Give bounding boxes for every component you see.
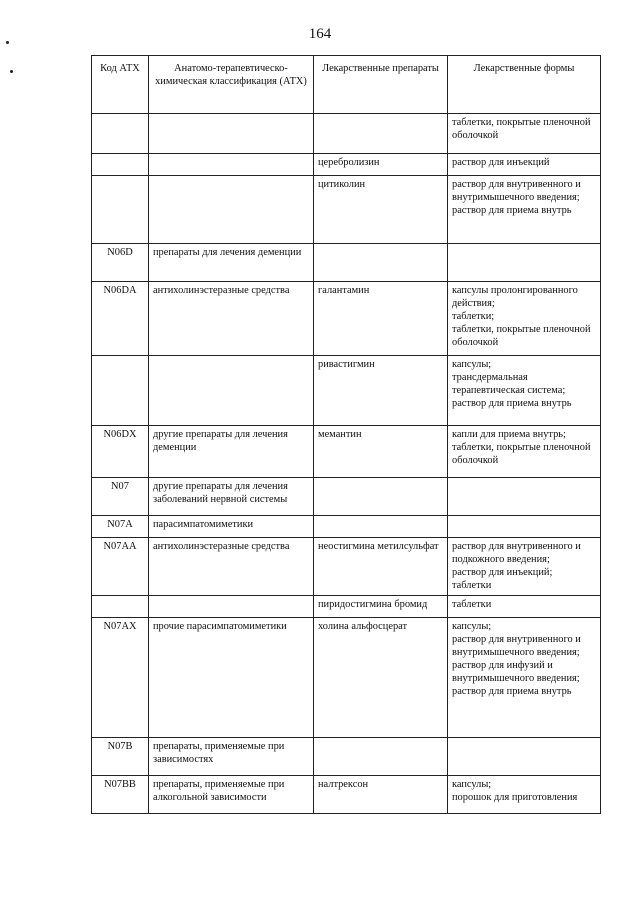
dosage-forms-cell bbox=[448, 538, 601, 596]
dosage-form-item: таблетки; bbox=[452, 311, 495, 322]
drug-name-cell: мемантин bbox=[314, 426, 448, 478]
atc-code-cell: N06D bbox=[92, 244, 149, 282]
dosage-form-item: капли для приема внутрь; bbox=[452, 429, 566, 440]
drug-name-cell: церебролизин bbox=[314, 154, 448, 176]
dosage-forms-cell bbox=[448, 516, 601, 538]
drug-name-cell: ривастигмин bbox=[314, 356, 448, 426]
atc-code-cell: N07 bbox=[92, 478, 149, 516]
dosage-form-item: таблетки, покрытые пленочной оболочкой bbox=[452, 117, 591, 141]
atc-classification-cell bbox=[149, 176, 314, 244]
atc-classification-cell: другие препараты для лечения деменции bbox=[149, 426, 314, 478]
atc-classification-cell: другие препараты для лечения заболеваний нервной системы bbox=[149, 478, 314, 516]
atc-classification-cell: парасимпатомиметики bbox=[149, 516, 314, 538]
dosage-form-item: раствор для приема внутрь bbox=[452, 686, 572, 697]
drug-name-cell: неостигмина метилсульфат bbox=[314, 538, 448, 596]
dosage-form-item: капсулы; bbox=[452, 779, 492, 790]
dosage-form-item: порошок для приготовления bbox=[452, 792, 578, 803]
drug-name-cell bbox=[314, 478, 448, 516]
atc-code-cell: N06DX bbox=[92, 426, 149, 478]
table-row bbox=[92, 282, 601, 356]
atc-code-cell: N07A bbox=[92, 516, 149, 538]
header-atc-code: Код АТХ bbox=[92, 56, 149, 114]
table-row bbox=[92, 738, 601, 776]
dosage-form-item: таблетки, покрытые пленочной оболочкой bbox=[452, 442, 591, 466]
table-row bbox=[92, 538, 601, 596]
table-row bbox=[92, 776, 601, 814]
atc-code-cell bbox=[92, 596, 149, 618]
dosage-form-item: раствор для внутривенного и внутримышечного введения; bbox=[452, 634, 581, 658]
dosage-forms-cell bbox=[448, 618, 601, 738]
atc-classification-cell: препараты, применяемые при зависимостях bbox=[149, 738, 314, 776]
dosage-form-item: таблетки bbox=[452, 580, 492, 591]
dosage-form-item: раствор для внутривенного и подкожного введения; bbox=[452, 541, 581, 565]
table-row bbox=[92, 426, 601, 478]
dosage-forms-cell bbox=[448, 356, 601, 426]
atc-code-cell bbox=[92, 356, 149, 426]
drug-name-cell: пиридостигмина бромид bbox=[314, 596, 448, 618]
dosage-form-item: раствор для приема внутрь bbox=[452, 398, 572, 409]
table-row bbox=[92, 478, 601, 516]
drug-name-cell bbox=[314, 516, 448, 538]
table-row bbox=[92, 154, 601, 176]
atc-classification-cell: препараты, применяемые при алкогольной зависимости bbox=[149, 776, 314, 814]
dosage-forms-cell bbox=[448, 426, 601, 478]
atc-code-cell: N06DA bbox=[92, 282, 149, 356]
dosage-forms-cell bbox=[448, 282, 601, 356]
table-header-row bbox=[92, 56, 601, 114]
table-row bbox=[92, 114, 601, 154]
dosage-forms-cell bbox=[448, 114, 601, 154]
atc-code-cell bbox=[92, 154, 149, 176]
dosage-form-item: трансдермальная терапевтическая система; bbox=[452, 372, 566, 396]
table-row bbox=[92, 176, 601, 244]
dosage-forms-cell bbox=[448, 738, 601, 776]
dosage-forms-cell bbox=[448, 154, 601, 176]
table-row bbox=[92, 596, 601, 618]
atc-classification-cell: препараты для лечения деменции bbox=[149, 244, 314, 282]
atc-code-cell: N07BB bbox=[92, 776, 149, 814]
dosage-form-item: капсулы; bbox=[452, 621, 492, 632]
drug-name-cell: цитиколин bbox=[314, 176, 448, 244]
atc-classification-cell: прочие парасимпатомиметики bbox=[149, 618, 314, 738]
drug-name-cell bbox=[314, 738, 448, 776]
drug-name-cell: налтрексон bbox=[314, 776, 448, 814]
dosage-form-item: раствор для инъекций; bbox=[452, 567, 553, 578]
atc-code-cell: N07B bbox=[92, 738, 149, 776]
dosage-form-item: раствор для инфузий и внутримышечного введения; bbox=[452, 660, 580, 684]
dosage-form-item: таблетки, покрытые пленочной оболочкой bbox=[452, 324, 591, 348]
scan-speck bbox=[6, 41, 9, 44]
drug-name-cell: холина альфосцерат bbox=[314, 618, 448, 738]
atc-table bbox=[91, 55, 601, 814]
header-atc-classification: Анатомо-терапевтическо-химическая классификация (АТХ) bbox=[149, 56, 314, 114]
atc-classification-cell: антихолинэстеразные средства bbox=[149, 282, 314, 356]
dosage-forms-cell bbox=[448, 176, 601, 244]
dosage-forms-cell bbox=[448, 776, 601, 814]
dosage-form-item: таблетки bbox=[452, 599, 492, 610]
dosage-form-item: раствор для внутривенного и внутримышечного введения; bbox=[452, 179, 581, 203]
atc-classification-cell bbox=[149, 114, 314, 154]
page-number: 164 bbox=[308, 26, 332, 42]
scan-speck bbox=[10, 70, 13, 73]
drug-name-cell bbox=[314, 244, 448, 282]
header-drugs: Лекарственные препараты bbox=[314, 56, 448, 114]
atc-classification-cell: антихолинэстеразные средства bbox=[149, 538, 314, 596]
drug-name-cell bbox=[314, 114, 448, 154]
dosage-forms-cell bbox=[448, 244, 601, 282]
dosage-form-item: раствор для приема внутрь bbox=[452, 205, 572, 216]
atc-classification-cell bbox=[149, 356, 314, 426]
header-dosage-forms: Лекарственные формы bbox=[448, 56, 601, 114]
drug-name-cell: галантамин bbox=[314, 282, 448, 356]
atc-classification-cell bbox=[149, 154, 314, 176]
atc-code-cell bbox=[92, 176, 149, 244]
dosage-form-item: капсулы пролонгированного действия; bbox=[452, 285, 578, 309]
atc-code-cell bbox=[92, 114, 149, 154]
dosage-form-item: раствор для инъекций bbox=[452, 157, 550, 168]
table-body bbox=[92, 114, 601, 814]
dosage-forms-cell bbox=[448, 478, 601, 516]
dosage-form-item: капсулы; bbox=[452, 359, 492, 370]
atc-code-cell: N07AX bbox=[92, 618, 149, 738]
table-row bbox=[92, 516, 601, 538]
atc-classification-cell bbox=[149, 596, 314, 618]
table-row bbox=[92, 244, 601, 282]
atc-code-cell: N07AA bbox=[92, 538, 149, 596]
table-row bbox=[92, 356, 601, 426]
dosage-forms-cell bbox=[448, 596, 601, 618]
table-row bbox=[92, 618, 601, 738]
